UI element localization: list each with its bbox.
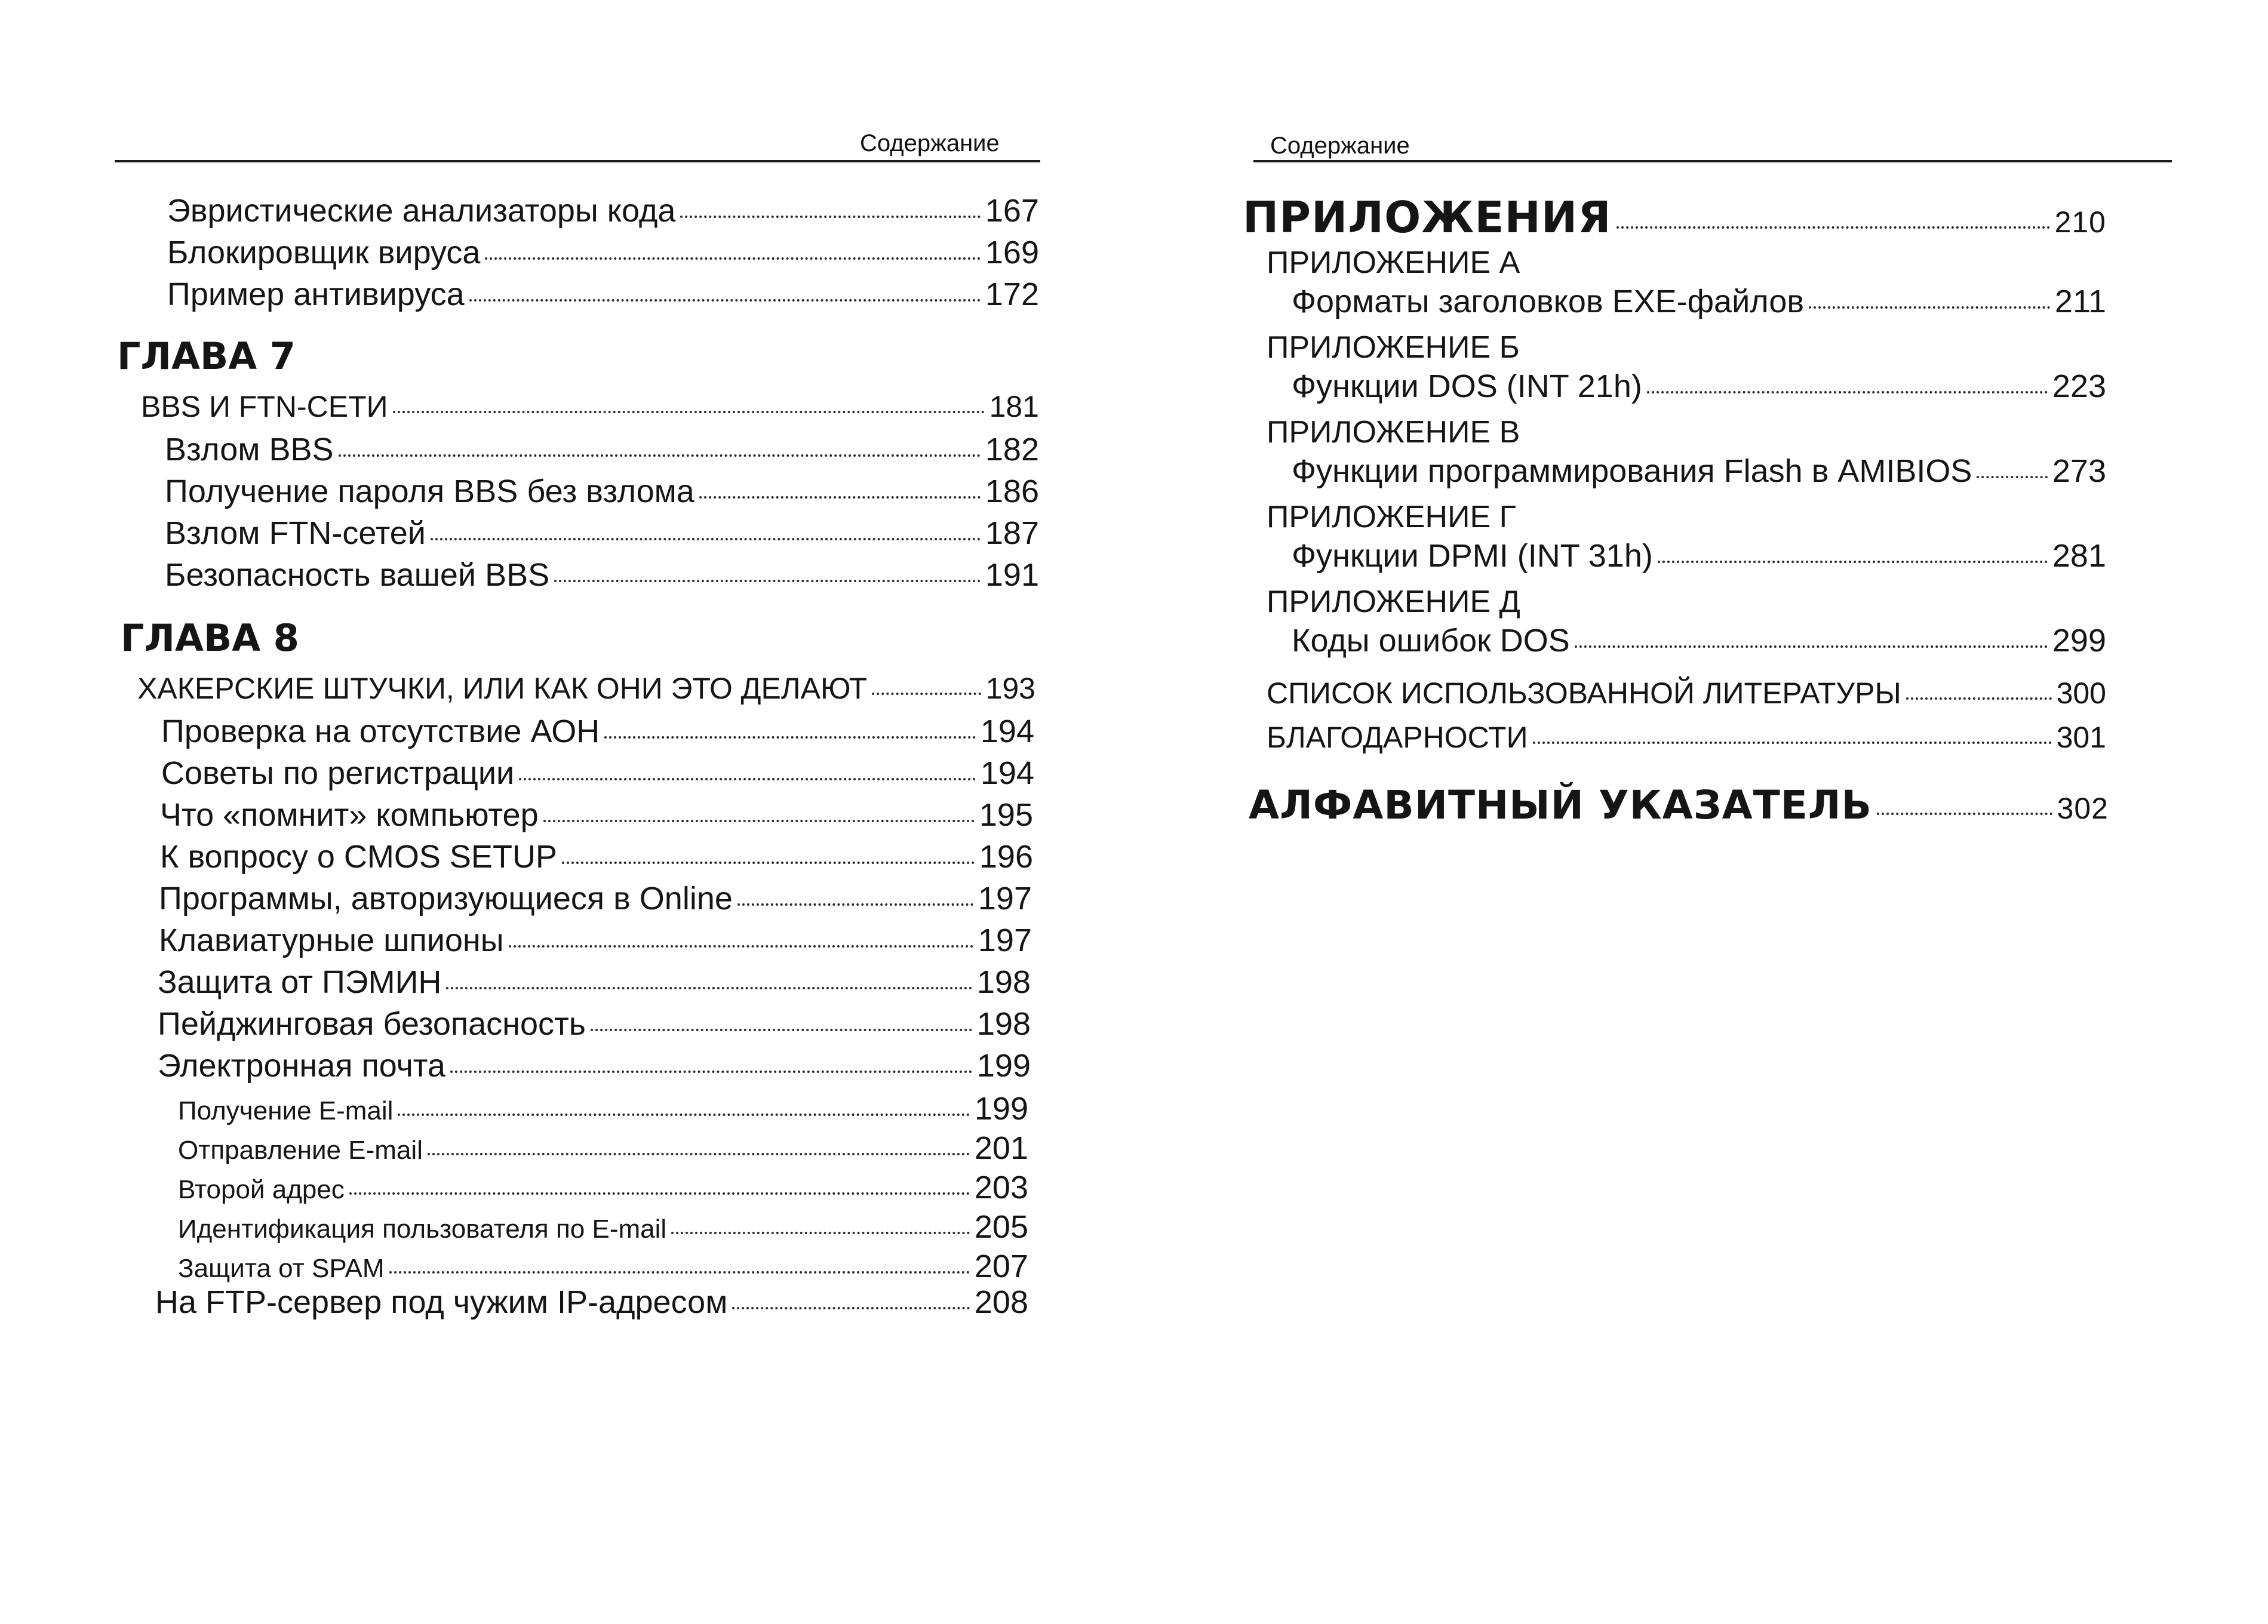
dot-leader	[469, 299, 981, 302]
toc-entry-title: Блокировщик вируса	[167, 235, 481, 270]
toc-entry-page: 302	[2057, 792, 2109, 825]
toc-subentry[interactable]	[178, 1130, 1028, 1167]
dot-leader	[543, 820, 975, 822]
appendix-label: ПРИЛОЖЕНИЕ В	[1267, 415, 1520, 450]
dot-leader	[1906, 697, 2052, 700]
toc-entry-page: 199	[976, 1048, 1031, 1084]
toc-entry-title: Программы, авторизующиеся в Online	[159, 881, 733, 916]
toc-entry[interactable]	[161, 755, 1034, 792]
toc-entry[interactable]	[158, 1005, 1031, 1042]
dot-leader	[554, 580, 981, 582]
toc-entry[interactable]	[161, 713, 1034, 750]
toc-entry-page: 169	[985, 235, 1039, 270]
toc-entry-title: Взлом BBS	[165, 432, 334, 467]
toc-entry-page: 203	[974, 1170, 1028, 1205]
toc-entry-title: Получение пароля BBS без взлома	[165, 473, 694, 509]
toc-entry[interactable]	[165, 515, 1039, 552]
toc-entry-title: BBS И FTN-СЕТИ	[141, 390, 388, 423]
toc-entry-page: 193	[985, 672, 1035, 705]
toc-entry-title: К вопросу о CMOS SETUP	[160, 839, 557, 875]
dot-leader	[1658, 561, 2048, 563]
toc-entry-page: 196	[979, 839, 1033, 875]
dot-leader	[562, 862, 975, 864]
toc-subentry[interactable]	[178, 1248, 1028, 1285]
toc-part-entry[interactable]	[1243, 192, 2106, 242]
toc-entry-title: Что «помнит» компьютер	[160, 797, 539, 833]
toc-entry-page: 194	[980, 713, 1034, 749]
toc-entry-page: 195	[979, 797, 1033, 833]
toc-entry-title: Второй адрес	[178, 1175, 345, 1204]
dot-leader	[1809, 306, 2050, 309]
appendix-label: ПРИЛОЖЕНИЕ Д	[1267, 585, 1520, 619]
toc-entry-title: Взлом FTN-сетей	[165, 515, 426, 551]
toc-entry-title: Электронная почта	[158, 1048, 445, 1084]
toc-entry-title: Защита от ПЭМИН	[158, 964, 442, 1000]
toc-entry-title: Безопасность вашей BBS	[165, 557, 550, 593]
toc-entry-page: 273	[2052, 453, 2106, 489]
dot-leader	[398, 1114, 969, 1116]
dot-leader	[485, 257, 980, 260]
toc-entry-page: 172	[985, 276, 1039, 312]
dot-leader	[431, 538, 981, 540]
toc-entry-page: 301	[2056, 721, 2106, 754]
appendix-label: ПРИЛОЖЕНИЕ Б	[1267, 330, 1520, 365]
toc-entry[interactable]	[1267, 676, 2106, 710]
toc-entry-page: 187	[985, 515, 1039, 551]
toc-entry-title: Функции DPMI (INT 31h)	[1292, 538, 1653, 574]
toc-entry[interactable]	[167, 234, 1039, 271]
toc-entry[interactable]	[1292, 283, 2106, 320]
running-header: Содержание	[860, 130, 1000, 156]
toc-entry[interactable]	[155, 1284, 1028, 1321]
dot-leader	[1575, 645, 2048, 648]
dot-leader	[699, 496, 981, 499]
toc-entry[interactable]	[158, 1047, 1031, 1084]
dot-leader	[671, 1232, 970, 1234]
toc-entry[interactable]	[1292, 622, 2106, 659]
toc-entry[interactable]	[165, 473, 1039, 510]
toc-entry-title: Советы по регистрации	[161, 755, 515, 791]
appendix-label: ПРИЛОЖЕНИЕ А	[1267, 245, 1520, 280]
toc-entry-title: АЛФАВИТНЫЙ УКАЗАТЕЛЬ	[1249, 782, 1872, 828]
toc-entry[interactable]	[165, 431, 1039, 468]
dot-leader	[509, 945, 973, 948]
dot-leader	[1977, 476, 2047, 478]
dot-leader	[604, 736, 976, 739]
toc-entry-page: 207	[974, 1248, 1028, 1284]
toc-entry[interactable]	[158, 964, 1031, 1001]
dot-leader	[389, 1271, 970, 1274]
dot-leader	[1617, 226, 2050, 229]
dot-leader	[393, 411, 985, 413]
dot-leader	[519, 778, 976, 780]
toc-entry-title: На FTP-сервер под чужим IP-адресом	[155, 1284, 728, 1320]
toc-entry[interactable]	[167, 276, 1039, 313]
dot-leader	[732, 1307, 970, 1309]
toc-entry-page: 197	[978, 922, 1032, 958]
dot-leader	[339, 454, 981, 457]
right-page	[1134, 0, 2268, 1624]
toc-entry-page: 191	[985, 557, 1039, 593]
toc-entry[interactable]	[165, 556, 1039, 593]
toc-entry-title: Защита от SPAM	[178, 1254, 385, 1283]
toc-entry-page: 299	[2052, 623, 2106, 659]
toc-entry-title: Пример антивируса	[167, 276, 465, 312]
toc-part-entry[interactable]	[1249, 782, 2109, 828]
toc-entry-title: Коды ошибок DOS	[1292, 623, 1570, 659]
dot-leader	[446, 987, 972, 989]
dot-leader	[591, 1029, 972, 1031]
toc-entry-page: 186	[985, 473, 1039, 509]
running-header: Содержание	[1270, 133, 1410, 159]
toc-entry-page: 211	[2054, 284, 2106, 319]
toc-entry-title: СПИСОК ИСПОЛЬЗОВАННОЙ ЛИТЕРАТУРЫ	[1267, 676, 1901, 710]
toc-entry-title: ХАКЕРСКИЕ ШТУЧКИ, ИЛИ КАК ОНИ ЭТО ДЕЛАЮТ	[137, 672, 868, 705]
toc-entry-page: 300	[2056, 676, 2106, 710]
toc-entry-title: Эвристические анализаторы кода	[167, 193, 676, 229]
dot-leader	[428, 1153, 970, 1155]
toc-entry-title: ПРИЛОЖЕНИЯ	[1243, 192, 1612, 242]
dot-leader	[737, 903, 973, 906]
appendix-label: ПРИЛОЖЕНИЕ Г	[1267, 500, 1516, 534]
dot-leader	[1647, 391, 2048, 393]
toc-entry-title: Идентификация пользователя по E-mail	[178, 1214, 667, 1244]
toc-subentry[interactable]	[178, 1208, 1028, 1245]
toc-entry[interactable]	[1292, 537, 2106, 574]
toc-entry-page: 208	[974, 1284, 1028, 1320]
chapter-heading: ГЛАВА 8	[121, 616, 299, 660]
toc-entry-page: 182	[985, 432, 1039, 467]
toc-entry[interactable]	[160, 838, 1033, 875]
toc-entry-title: Отправление E-mail	[178, 1136, 423, 1165]
toc-entry-title: Функции DOS (INT 21h)	[1292, 368, 1642, 404]
dot-leader	[450, 1071, 972, 1073]
toc-entry[interactable]	[160, 796, 1033, 833]
dot-leader	[1533, 742, 2052, 744]
toc-entry[interactable]	[159, 922, 1032, 959]
toc-entry-title: Получение E-mail	[178, 1096, 394, 1125]
toc-entry-main[interactable]	[141, 389, 1039, 424]
toc-entry-page: 167	[985, 193, 1039, 229]
toc-entry-page: 198	[976, 1006, 1031, 1042]
toc-entry-title: Форматы заголовков EXE-файлов	[1292, 284, 1805, 319]
toc-entry-page: 201	[974, 1130, 1028, 1166]
toc-entry-title: Клавиатурные шпионы	[159, 922, 504, 958]
toc-entry-page: 223	[2052, 368, 2106, 404]
toc-entry-page: 197	[978, 881, 1032, 916]
toc-entry-page: 198	[976, 964, 1031, 1000]
header-rule	[1253, 160, 2172, 162]
dot-leader	[349, 1192, 970, 1195]
toc-entry[interactable]	[167, 192, 1039, 229]
toc-entry-page: 205	[974, 1209, 1028, 1245]
toc-entry[interactable]	[159, 880, 1032, 917]
toc-entry[interactable]	[1292, 453, 2106, 490]
toc-subentry[interactable]	[178, 1169, 1028, 1206]
dot-leader	[1877, 813, 2052, 815]
chapter-heading: ГЛАВА 7	[117, 334, 296, 378]
toc-entry-main[interactable]	[137, 671, 1035, 706]
toc-entry-title: Функции программирования Flash в AMIBIOS	[1292, 453, 1972, 489]
toc-subentry[interactable]	[178, 1090, 1028, 1127]
toc-entry-title: Проверка на отсутствие АОН	[161, 713, 600, 749]
toc-entry-title: БЛАГОДАРНОСТИ	[1267, 721, 1528, 754]
toc-entry-page: 194	[980, 755, 1034, 791]
toc-entry-page: 199	[974, 1091, 1028, 1127]
toc-entry[interactable]	[1292, 368, 2106, 405]
dot-leader	[680, 216, 981, 218]
header-rule	[115, 160, 1040, 162]
toc-entry-page: 281	[2052, 538, 2106, 574]
toc-entry-page: 181	[989, 390, 1039, 423]
toc-entry-title: Пейджинговая безопасность	[158, 1006, 586, 1042]
dot-leader	[872, 693, 981, 695]
toc-entry-page: 210	[2054, 205, 2106, 239]
toc-entry[interactable]	[1267, 720, 2106, 755]
